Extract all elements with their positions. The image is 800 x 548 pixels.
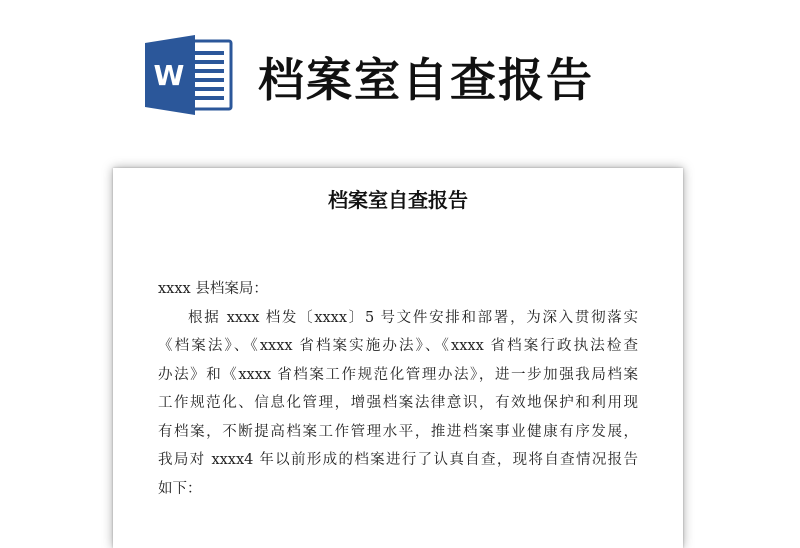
paragraph-line: 如下： [158,480,202,497]
document-title: 档案室自查报告 [328,188,468,212]
word-document-icon [143,33,233,117]
paragraph-line: 工作规范化、信息化管理，增强档案法律意识，有效地保护和利用现 [158,395,638,411]
banner-header [0,0,800,150]
paragraph-line: 《档案法》、《xxxx 省档案实施办法》、《xxxx 省档案行政执法检查 [158,338,638,354]
paragraph-line: 有档案，不断提高档案工作管理水平，推进档案事业健康有序发展， [158,423,638,440]
document-page [113,168,683,548]
salutation-line: xxxx 县档案局： [158,281,268,297]
paragraph-line: 根据 xxxx 档发〔xxxx〕5 号文件安排和部署，为深入贯彻落实 [188,309,638,326]
paragraph-line: 办法》和《xxxx 省档案工作规范化管理办法》，进一步加强我局档案 [158,366,638,383]
paragraph-line: 我局对 xxxx4 年以前形成的档案进行了认真自查，现将自查情况报告 [158,452,638,468]
word-icon-letter: W [153,59,185,92]
document-body [158,275,638,503]
banner-title: 档案室自查报告 [258,53,594,107]
